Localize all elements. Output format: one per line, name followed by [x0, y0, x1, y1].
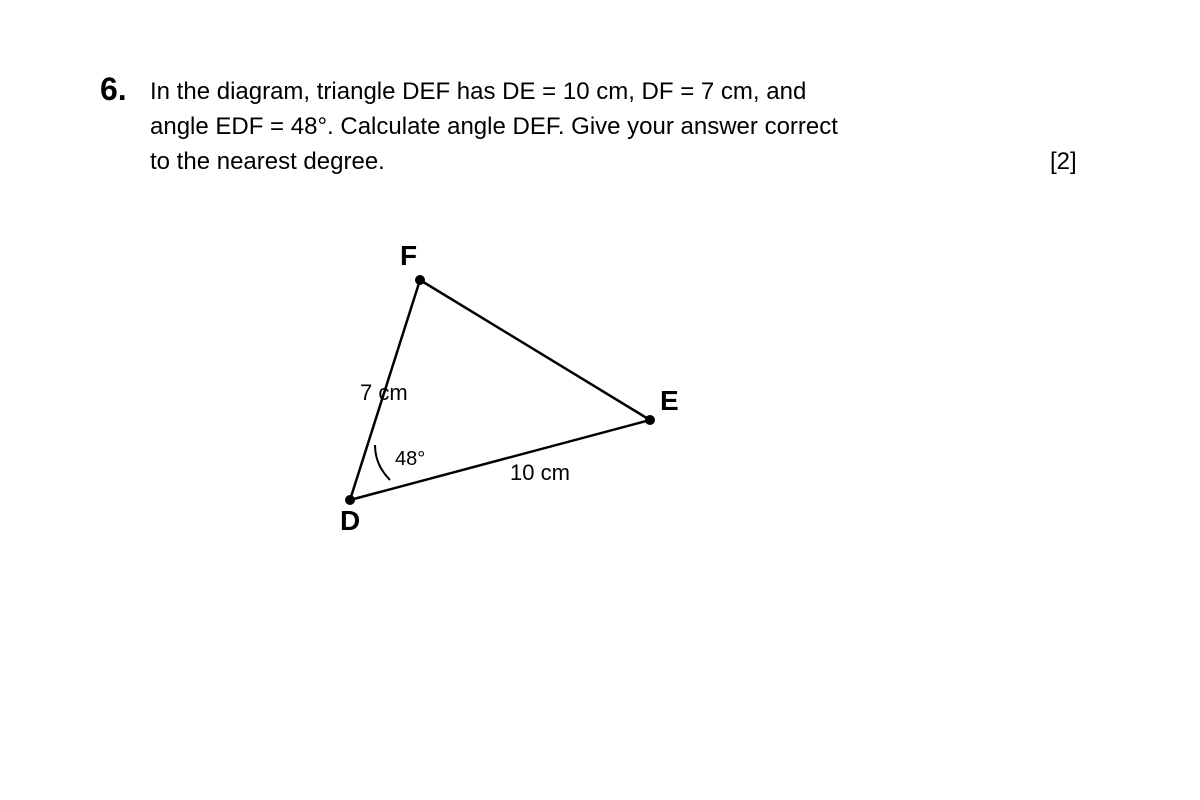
- vertex-label-f: F: [400, 240, 418, 271]
- angle-label-d: 48°: [395, 448, 426, 470]
- vertex-point-e: [645, 415, 655, 425]
- question-line: In the diagram, triangle DEF has DE = 10 cm, DF = 7 cm, and: [150, 78, 807, 105]
- side-label-df: 7 cm: [360, 380, 408, 405]
- vertex-point-f: [415, 275, 425, 285]
- vertex-label-d: D: [340, 505, 361, 536]
- question-number: 6.: [100, 71, 127, 107]
- vertex-label-e: E: [660, 385, 679, 416]
- question-line: angle EDF = 48°. Calculate angle DEF. Give your answer correct: [150, 113, 838, 140]
- question-line: to the nearest degree.: [150, 148, 385, 175]
- vertex-point-d: [345, 495, 355, 505]
- side-label-de: 10 cm: [510, 460, 570, 485]
- angle-arc-d: [375, 445, 390, 480]
- marks-allocation: [2]: [1050, 148, 1077, 175]
